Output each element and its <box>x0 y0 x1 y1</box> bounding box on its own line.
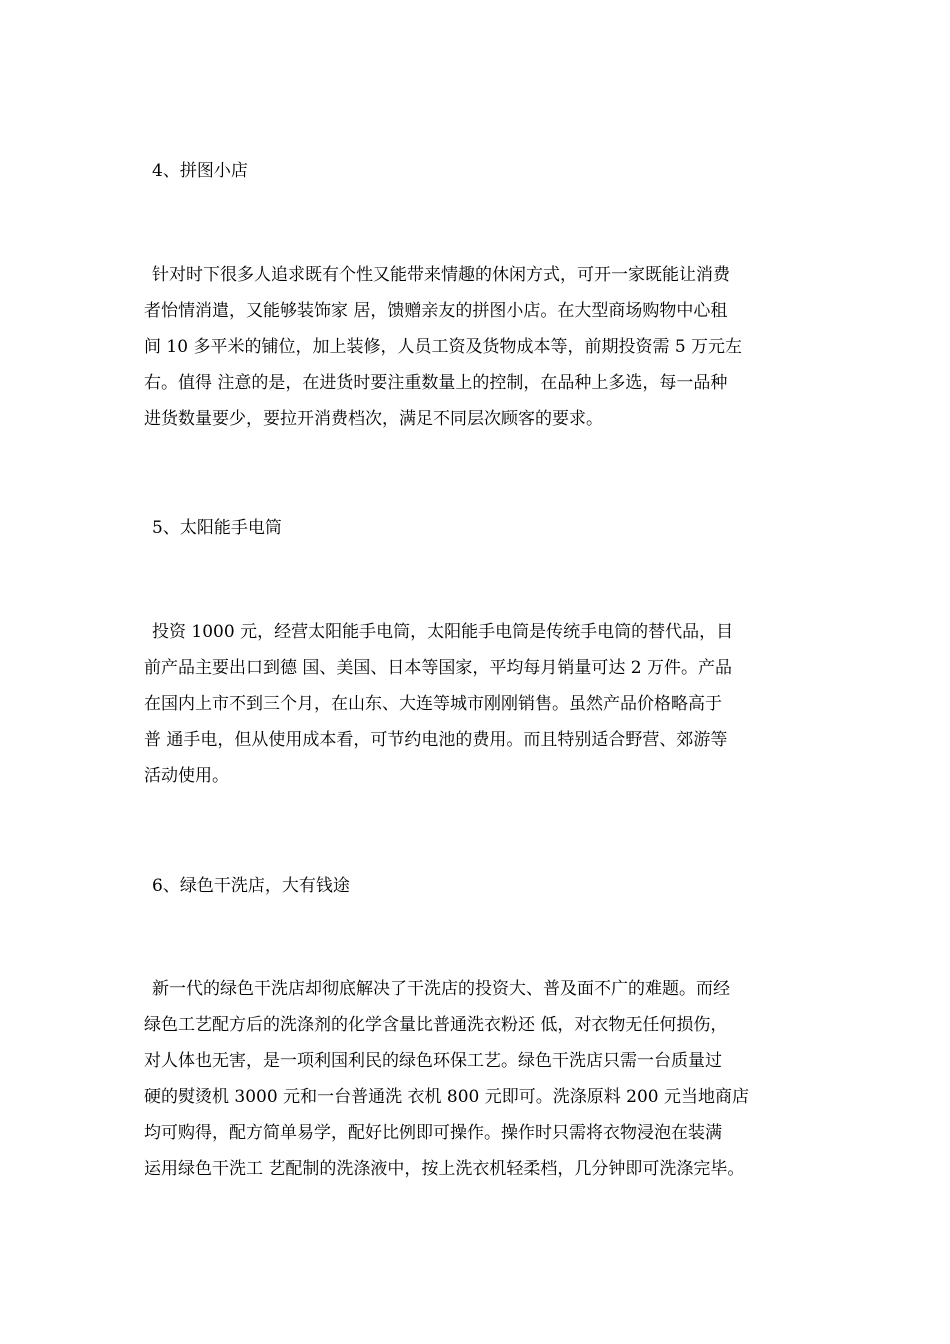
paragraph-line: 新一代的绿色干洗店却彻底解决了干洗店的投资大、普及面不广的难题。而经 <box>152 979 730 999</box>
section-paragraph <box>144 971 834 1187</box>
paragraph-line: 右。值得 注意的是，在进货时要注重数量上的控制，在品种上多选，每一品种 <box>144 373 728 393</box>
paragraph-line: 前产品主要出口到德 国、美国、日本等国家，平均每月销量可达 2 万件。产品 <box>144 658 733 678</box>
paragraph-line: 均可购得，配方简单易学，配好比例即可操作。操作时只需将衣物浸泡在装满 <box>144 1123 722 1143</box>
section-heading: 5、太阳能手电筒 <box>152 518 282 538</box>
paragraph-line: 普 通手电，但从使用成本看，可节约电池的费用。而且特别适合野营、郊游等 <box>144 730 728 750</box>
section-heading: 4、拼图小店 <box>152 161 248 181</box>
section-paragraph <box>144 257 834 437</box>
paragraph-line: 间 10 多平米的铺位，加上装修，人员工资及货物成本等，前期投资需 5 万元左 <box>144 337 743 357</box>
paragraph-line: 硬的熨烫机 3000 元和一台普通洗 衣机 800 元即可。洗涤原料 200 元当地商店 <box>144 1087 749 1107</box>
paragraph-line: 进货数量要少，要拉开消费档次，满足不同层次顾客的要求。 <box>144 409 603 429</box>
paragraph-line: 投资 1000 元，经营太阳能手电筒，太阳能手电筒是传统手电筒的替代品，目 <box>152 622 734 642</box>
paragraph-line: 对人体也无害，是一项利国利民的绿色环保工艺。绿色干洗店只需一台质量过 <box>144 1051 722 1071</box>
paragraph-line: 绿色工艺配方后的洗涤剂的化学含量比普通洗衣粉还 低，对衣物无任何损伤， <box>144 1015 728 1035</box>
section-heading: 6、绿色干洗店，大有钱途 <box>152 876 350 896</box>
section-paragraph <box>144 614 834 794</box>
paragraph-line: 者怡情消遣，又能够装饰家 居，馈赠亲友的拼图小店。在大型商场购物中心租 <box>144 301 728 321</box>
paragraph-line: 活动使用。 <box>144 766 229 786</box>
paragraph-line: 在国内上市不到三个月，在山东、大连等城市刚刚销售。虽然产品价格略高于 <box>144 694 722 714</box>
paragraph-line: 运用绿色干洗工 艺配制的洗涤液中，按上洗衣机轻柔档，几分钟即可洗涤完毕。 <box>144 1159 745 1179</box>
paragraph-line: 针对时下很多人追求既有个性又能带来情趣的休闲方式，可开一家既能让消费 <box>152 265 730 285</box>
